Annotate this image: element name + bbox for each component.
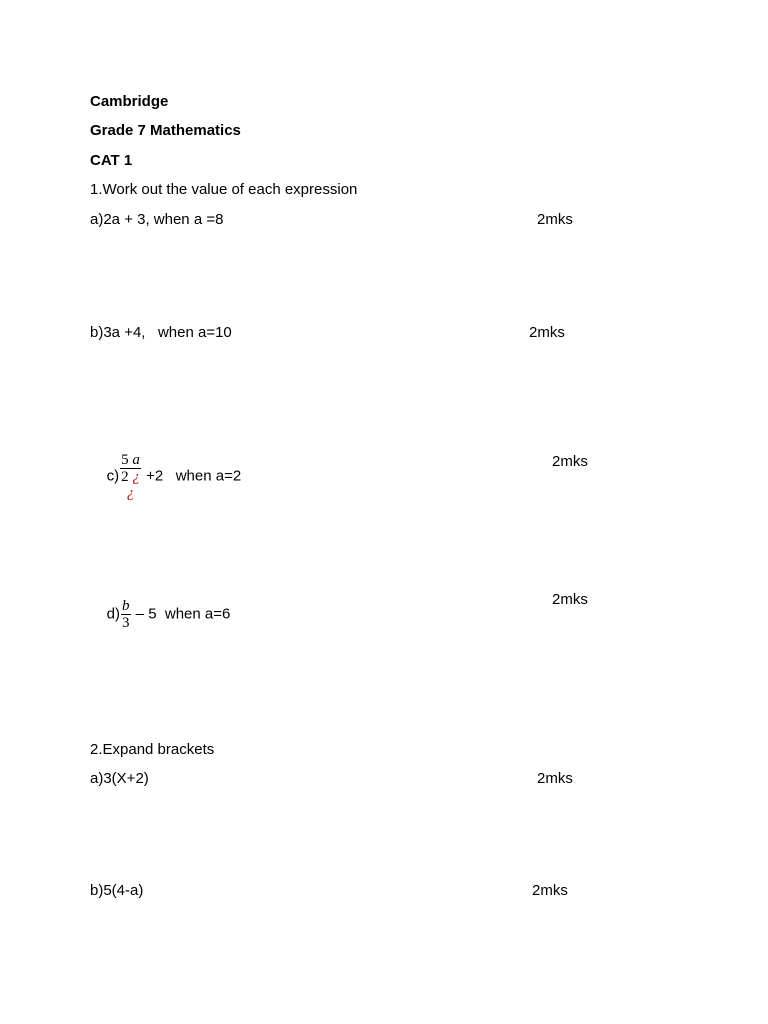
q1c-denominator-value: 2 [121, 469, 129, 485]
q1c-numerator-var: a [132, 452, 140, 468]
q1c-rest: +2 when a=2 [141, 467, 242, 485]
q1d-fraction [121, 598, 131, 631]
q1d-expression [90, 582, 230, 647]
q1c-render-error-glyph-2: ¿ [126, 485, 135, 501]
q2b-marks: 2mks [532, 882, 568, 899]
q2a-marks: 2mks [537, 770, 573, 787]
q1c-fraction [120, 452, 141, 501]
q1c-render-error-glyph: ¿ [132, 469, 140, 485]
q1b-marks: 2mks [529, 324, 565, 341]
course-title: Grade 7 Mathematics [90, 122, 241, 139]
q1c-prefix: c) [106, 467, 120, 485]
q1c-denominator [120, 469, 141, 485]
q1d-numerator: b [122, 598, 130, 614]
q1a-text: a)2a + 3, when a =8 [90, 211, 224, 228]
test-title: CAT 1 [90, 152, 133, 169]
q1b-text: b)3a +4, when a=10 [90, 324, 232, 341]
q1c-numerator [120, 452, 141, 469]
school-name: Cambridge [90, 93, 169, 110]
q1c-expression [90, 436, 241, 517]
q1c-numerator-coef: 5 [121, 452, 129, 468]
question-2-title: 2.Expand brackets [90, 741, 215, 758]
q1d-denominator: 3 [122, 615, 130, 631]
q1a-marks: 2mks [537, 211, 573, 228]
question-1-title: 1.Work out the value of each expression [90, 181, 358, 198]
q1d-prefix: d) [106, 605, 121, 623]
q1d-marks: 2mks [552, 591, 588, 608]
q1c-marks: 2mks [552, 453, 588, 470]
q2a-text: a)3(X+2) [90, 770, 149, 787]
q2b-text: b)5(4-a) [90, 882, 144, 899]
q1d-rest: – 5 when a=6 [131, 605, 231, 623]
